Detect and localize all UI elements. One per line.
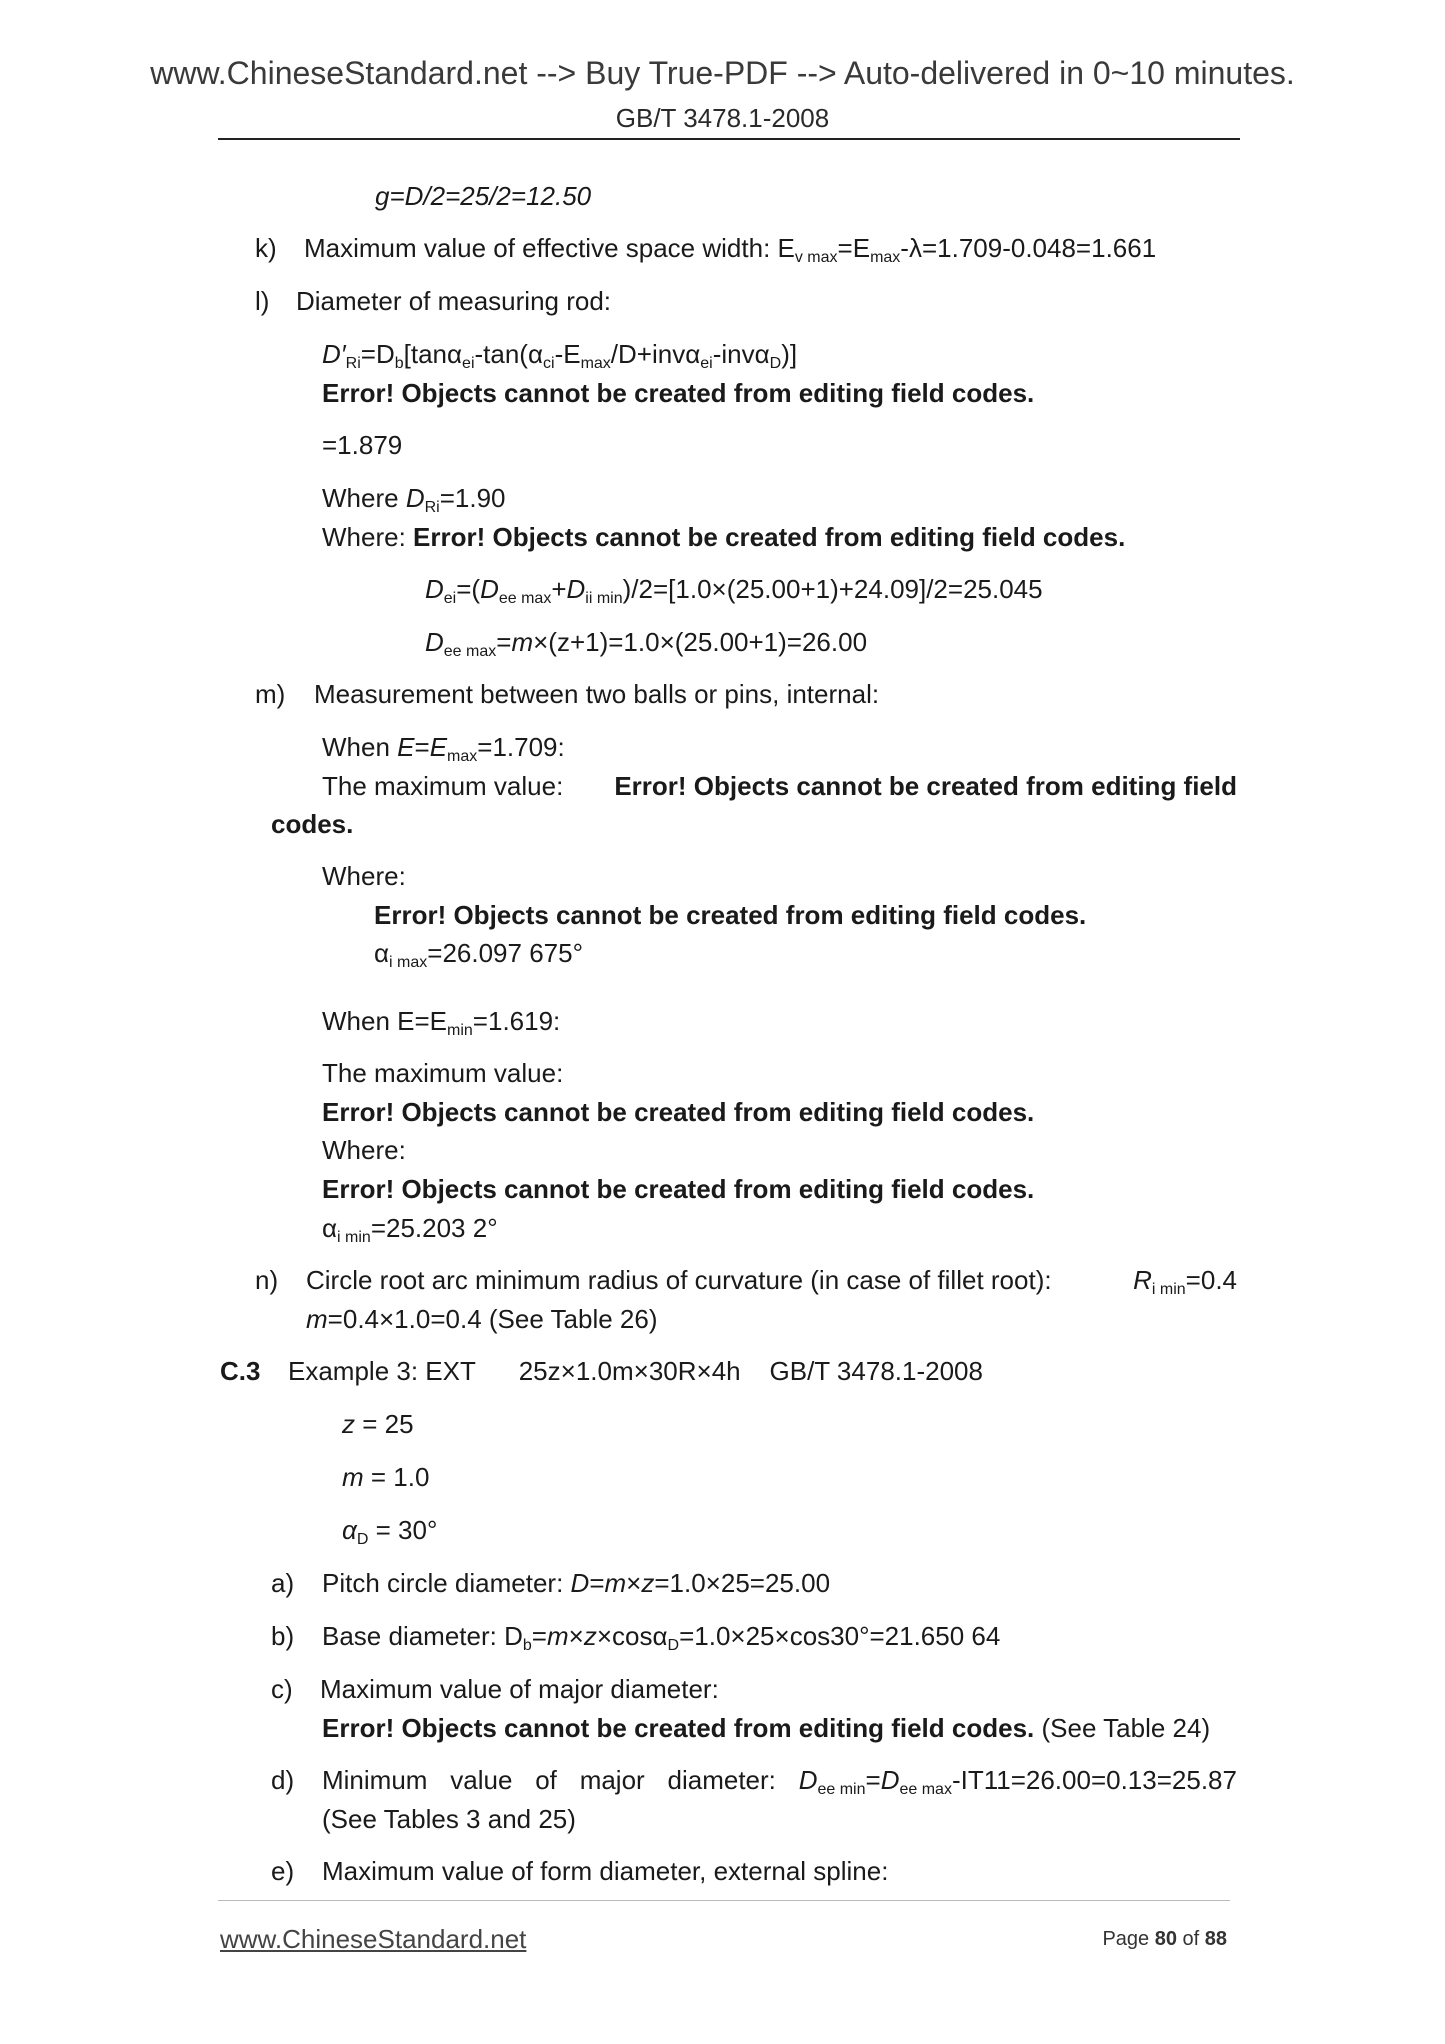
item-m-marker: m) (255, 679, 286, 709)
field-code-error: Error! Objects cannot be created from editing field codes. (322, 378, 1035, 408)
page-number: Page 80 of 88 (1102, 1928, 1227, 1950)
standard-header: GB/T 3478.1-2008 (615, 103, 830, 133)
alpha-i-max: $\alpha_{i max}=26.097$ 675° (374, 938, 583, 971)
footer-rule (218, 1900, 1230, 1901)
when-emin: When $E=E_{min}=1.619$: (322, 1006, 561, 1039)
item-a-marker: a) (271, 1568, 295, 1598)
dei-formula: $D_{ei}=(D_{ee max}+D_{ii min})/2=[1.0\times(25.00+1)+24.09]/2=25.045$ (425, 574, 1043, 607)
item-d-marker: d) (271, 1765, 295, 1795)
max-value-line: The maximum value: Error! Objects cannot be created from editing field (322, 771, 1237, 801)
measuring-rod-formula: $D'_{Ri}=D_b[\tan\alpha_{ei}-\tan(\alpha_{ci}-E_{max}/D+inv\alpha_{ei}-inv\alpha_D)]$ (322, 339, 798, 372)
item-b-marker: b) (271, 1621, 295, 1651)
item-k-text: Maximum value of effective space width: $E_{v max}=E_{max}-\lambda=1.709-0.048=1.661$ (304, 233, 1157, 266)
item-c-error-line: Error! Objects cannot be created from editing field codes. (See Table 24) (322, 1713, 1211, 1743)
item-n-text: Circle root arc minimum radius of curvature (in case of fillet root): $R_{i min}=0.4$ (306, 1265, 1237, 1298)
max-value-label: The maximum value: (322, 1058, 564, 1088)
item-l-text: Diameter of measuring rod: (296, 286, 612, 316)
when-emax: When $E=E_{max}=1.709$: (322, 732, 565, 765)
param-z: z = 25 (342, 1409, 414, 1439)
section-title: Example 3: EXT 25z×1.0m×30R×4h GB/T 3478.1-2008 (288, 1356, 983, 1386)
item-b-text: Base diameter: $D_b=m\times z\times\cos\alpha_D=1.0\times 25\times\cos 30^\circ=21.650$ 64 (322, 1621, 1001, 1654)
field-code-error: Error! Objects cannot be created from editing field codes. (322, 1097, 1035, 1127)
footer-site-link[interactable]: www.ChineseStandard.net (220, 1924, 527, 1954)
where-label: Where: (322, 861, 406, 891)
item-n-text-cont: m=0.4×1.0=0.4 (See Table 26) (306, 1304, 658, 1334)
item-e-text: Maximum value of form diameter, external spline: (322, 1856, 889, 1886)
dee-max-formula: $D_{ee max}=m\times(z+1)=1.0\times(25.00+1)=26.00$ (425, 627, 868, 660)
item-k-marker: k) (255, 233, 277, 263)
measuring-rod-result: =1.879 (322, 430, 403, 460)
item-e-marker: e) (271, 1856, 295, 1886)
item-l-marker: l) (255, 286, 270, 316)
g-equation-text: g=D/2=25/2=12.50 (375, 181, 592, 211)
where-dri: Where $D_{Ri}=1.90$ (322, 483, 506, 516)
item-c-text: Maximum value of major diameter: (320, 1674, 719, 1704)
field-code-error: Error! Objects cannot be created from editing field codes. (322, 1174, 1035, 1204)
item-c-marker: c) (271, 1674, 293, 1704)
header-rule (218, 138, 1240, 140)
g-equation (375, 180, 591, 212)
where-error: Where: Error! Objects cannot be created from editing field codes. (322, 522, 1126, 552)
item-m-text: Measurement between two balls or pins, internal: (314, 679, 880, 709)
param-alpha-d: $\alpha_D = 30^\circ$ (342, 1515, 438, 1548)
item-n-marker: n) (255, 1265, 279, 1295)
item-d-text: Minimum value of major diameter: $D_{ee min}=D_{ee max}-IT11=26.00=0.13=25.87$ (322, 1765, 1237, 1798)
item-d-text-cont: (See Tables 3 and 25) (322, 1804, 576, 1834)
max-value-line-cont: codes. (271, 809, 354, 839)
section-number: C.3 (220, 1356, 261, 1386)
param-m: m = 1.0 (342, 1462, 430, 1492)
item-a-text: Pitch circle diameter: D=m×z=1.0×25=25.00 (322, 1568, 831, 1598)
where-label: Where: (322, 1135, 406, 1165)
site-banner[interactable]: www.ChineseStandard.net --> Buy True-PDF --> Auto-delivered in 0~10 minutes. (150, 55, 1295, 91)
field-code-error: Error! Objects cannot be created from editing field codes. (374, 900, 1087, 930)
alpha-i-min: $\alpha_{i min}=25.203$ 2° (322, 1213, 498, 1246)
